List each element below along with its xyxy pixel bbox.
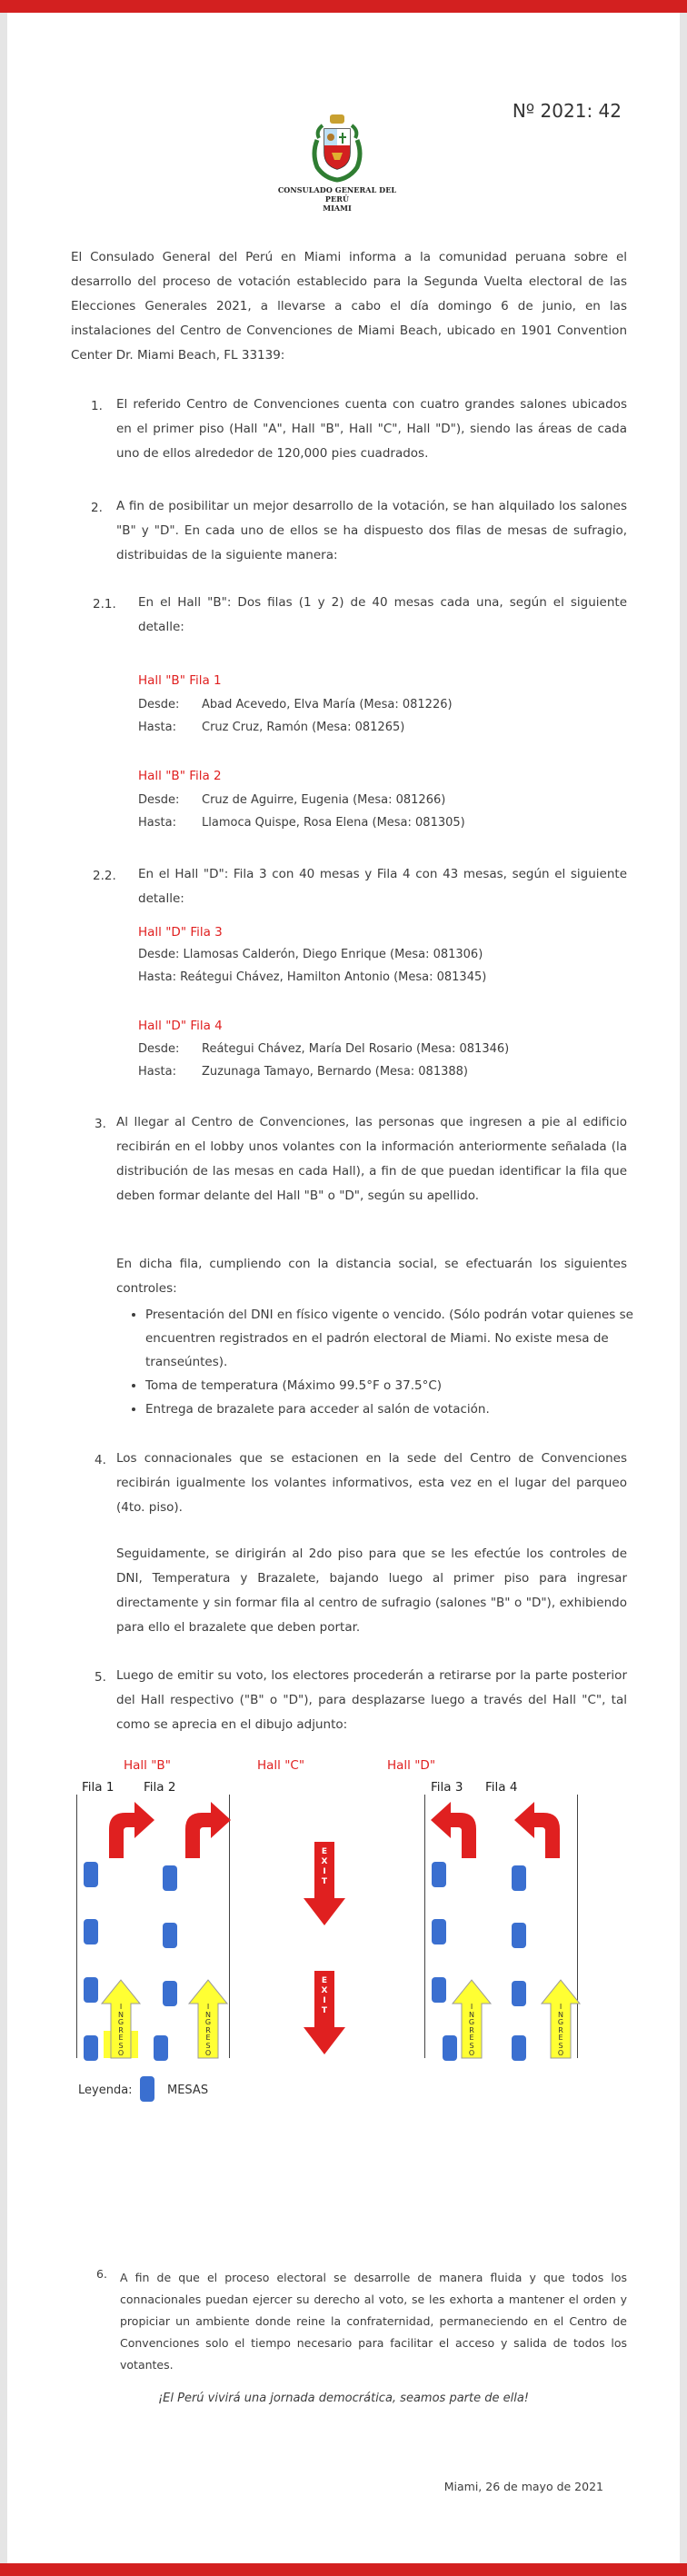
ingreso-label: INGRESO xyxy=(117,2003,124,2057)
hall-b-fila-1-desde: Desde: Abad Acevedo, Elva María (Mesa: 081226) xyxy=(138,698,453,711)
item-5-text: Luego de emitir su voto, los electores procederán a retirarse por la parte posterior del Hall respectivo ("B" o "D"), para desplazarse luego a través del Hall "C", tal como se aprecia en el dibujo adjunto: xyxy=(116,1668,627,1732)
ingreso-label: INGRESO xyxy=(204,2003,212,2057)
hall-d-fila-4-title: Hall "D" Fila 4 xyxy=(138,1019,223,1033)
consulate-city: MIAMI xyxy=(323,204,352,213)
item-2-1-number: 2.1. xyxy=(93,597,116,612)
hall-d-label: Hall "D" xyxy=(387,1758,436,1773)
hall-b-fila-1-title: Hall "B" Fila 1 xyxy=(138,673,222,688)
turn-arrow-icon xyxy=(514,1802,560,1858)
item-4-followup: Seguidamente, se dirigirán al 2do piso para que se les efectúe los controles de DNI, Temperatura y Brazalete, bajando luego al primer piso para ingresar directamente y sin formar fila al centro de sufragio (salones "B" o "D"), exhibiendo para ello el brazalete que deben portar. xyxy=(116,1547,627,1635)
legend-mesas-text: MESAS xyxy=(167,2084,209,2097)
item-2-1-text: En el Hall "B": Dos filas (1 y 2) de 40 mesas cada una, según el siguiente detalle: xyxy=(138,595,627,634)
item-6-number: 6. xyxy=(96,2267,107,2281)
item-2-text: A fin de posibilitar un mejor desarrollo de la votación, se han alquilado los salones "B" y "D". En cada uno de ellos se ha dispuesto dos filas de mesas de sufragio, distribuidas de la siguiente manera: xyxy=(116,499,627,562)
legend-mesa-icon xyxy=(140,2076,154,2102)
closing-slogan: ¡El Perú vivirá una jornada democrática, seamos parte de ella! xyxy=(157,2392,530,2405)
controls-list xyxy=(127,1303,636,1421)
hall-b-fila-1-hasta: Hasta: Cruz Cruz, Ramón (Mesa: 081265) xyxy=(138,721,405,734)
item-4-text: Los connacionales que se estacionen en la sede del Centro de Convenciones recibirán igualmente los volantes informativos, esta vez en el lugar del parqueo (4to. piso). xyxy=(116,1451,627,1515)
fila-1-label: Fila 1 xyxy=(82,1780,114,1795)
fila-3-label: Fila 3 xyxy=(431,1780,463,1795)
item-4-number: 4. xyxy=(95,1453,106,1467)
hall-b-fila-2-title: Hall "B" Fila 2 xyxy=(138,769,222,783)
item-2-2-number: 2.2. xyxy=(93,869,116,883)
turn-arrow-icon xyxy=(431,1802,476,1858)
voting-flow-diagram xyxy=(71,1758,627,2113)
item-3-controls-intro: En dicha fila, cumpliendo con la distancia social, se efectuarán los siguientes controles: xyxy=(116,1257,627,1296)
ingreso-label: INGRESO xyxy=(468,2003,475,2057)
consulate-logo xyxy=(269,113,405,213)
item-5-number: 5. xyxy=(95,1670,106,1685)
control-dni: • Presentación del DNI en físico vigente o vencido. (Sólo podrán votar quienes se encuentren registrados en el padrón electoral de Miami. No existe mesa de transeúntes). xyxy=(145,1303,636,1374)
item-3-text: Al llegar al Centro de Convenciones, las personas que ingresen a pie al edificio recibirán en el lobby unos volantes con la información anteriormente señalada (la distribución de las mesas en cada Hall), a fin de que puedan identificar la fila que deben formar delante del Hall "B" o "D", según su apellido. xyxy=(116,1115,627,1203)
intro-paragraph: El Consulado General del Perú en Miami informa a la comunidad peruana sobre el desarrollo del proceso de votación establecido para la Segunda Vuelta electoral de las Elecciones Generales 2021, a llevarse a cabo el día domingo 6 de junio, en las instalaciones del Centro de Convenciones de Miami Beach, ubicado en 1901 Convention Center Dr. Miami Beach, FL 33139: xyxy=(71,250,627,363)
consulate-name: CONSULADO GENERAL DEL PERÚ xyxy=(277,185,397,204)
turn-arrow-icon xyxy=(109,1802,154,1858)
flow-arrows xyxy=(71,1758,627,2113)
peru-coat-of-arms-icon xyxy=(308,113,366,184)
hall-b-label: Hall "B" xyxy=(124,1758,171,1773)
item-6-text: A fin de que el proceso electoral se desarrolle de manera fluida y que todos los connacionales puedan ejercer su derecho al voto, se les exhorta a mantener el orden y propiciar un ambiente donde reine la confraternidad, permaneciendo en el Centro de Convenciones solo el tiempo necesario para facilitar el acceso y salida de todos los votantes. xyxy=(120,2271,627,2372)
hall-d-fila-4-hasta: Hasta: Zuzunaga Tamayo, Bernardo (Mesa: 081388) xyxy=(138,1065,468,1079)
exit-label: EXIT xyxy=(321,1976,328,2015)
fila-2-label: Fila 2 xyxy=(144,1780,176,1795)
hall-b-fila-2-hasta: Hasta: Llamoca Quispe, Rosa Elena (Mesa: 081305) xyxy=(138,816,465,830)
hall-d-fila-3-desde: Desde: Llamosas Calderón, Diego Enrique (Mesa: 081306) xyxy=(138,948,483,961)
document-number: Nº 2021: 42 xyxy=(512,100,622,122)
control-temperature: • Toma de temperatura (Máximo 99.5°F o 37.5°C) xyxy=(145,1374,636,1397)
turn-arrow-icon xyxy=(185,1802,231,1858)
control-bracelet: • Entrega de brazalete para acceder al salón de votación. xyxy=(145,1397,636,1421)
item-2-2-text: En el Hall "D": Fila 3 con 40 mesas y Fila 4 con 43 mesas, según el siguiente detalle: xyxy=(138,867,627,906)
top-red-bar xyxy=(0,0,687,13)
item-2-number: 2. xyxy=(91,501,103,515)
hall-d-fila-4-desde: Desde: Reátegui Chávez, María Del Rosario (Mesa: 081346) xyxy=(138,1042,510,1056)
bottom-red-bar xyxy=(0,2563,687,2576)
item-1-text: El referido Centro de Convenciones cuenta con cuatro grandes salones ubicados en el primer piso (Hall "A", Hall "B", Hall "C", Hall "D"), siendo las áreas de cada uno de ellos alrededor de 120,000 pies cuadrados. xyxy=(116,397,627,461)
item-3-number: 3. xyxy=(95,1117,106,1131)
hall-b-fila-2-desde: Desde: Cruz de Aguirre, Eugenia (Mesa: 081266) xyxy=(138,793,446,807)
hall-c-label: Hall "C" xyxy=(257,1758,305,1773)
exit-label: EXIT xyxy=(321,1847,328,1886)
hall-d-fila-3-hasta: Hasta: Reátegui Chávez, Hamilton Antonio (Mesa: 081345) xyxy=(138,970,487,984)
legend-label: Leyenda: xyxy=(78,2084,133,2097)
dateline: Miami, 26 de mayo de 2021 xyxy=(443,2480,603,2493)
ingreso-label: INGRESO xyxy=(557,2003,564,2057)
item-1-number: 1. xyxy=(91,399,103,413)
hall-d-fila-3-title: Hall "D" Fila 3 xyxy=(138,925,223,940)
fila-4-label: Fila 4 xyxy=(485,1780,518,1795)
